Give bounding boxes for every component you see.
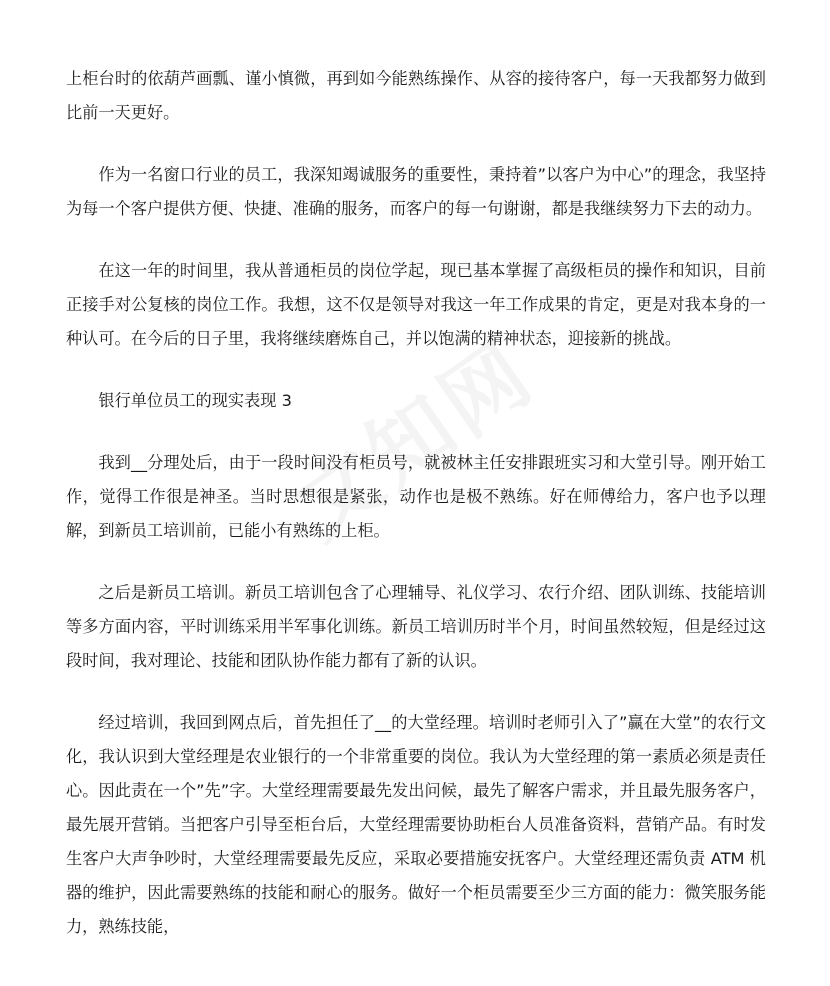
paragraph-service: 作为一名窗口行业的员工，我深知竭诚服务的重要性，秉持着”以客户为中心”的理念，我坚持为每一个客户提供方便、快捷、准确的服务，而客户的每一句谢谢，都是我继续努力下去的动力。 [66, 165, 766, 218]
document-body [66, 62, 766, 972]
paragraph-continued: 上柜台时的依葫芦画瓢、谨小慎微，再到如今能熟练操作、从容的接待客户，每一天我都努力做到比前一天更好。 [66, 69, 766, 122]
paragraph-arrival: 我到__分理处后，由于一段时间没有柜员号，就被林主任安排跟班实习和大堂引导。刚开始工作，觉得工作很是神圣。当时思想很是紧张，动作也是极不熟练。好在师傅给力，客户也予以理解，到新员工培训前，已能小有熟练的上柜。 [66, 453, 766, 540]
paragraph-training: 之后是新员工培训。新员工培训包含了心理辅导、礼仪学习、农行介绍、团队训练、技能培训等多方面内容，平时训练采用半军事化训练。新员工培训历时半个月，时间虽然较短，但是经过这段时间，我对理论、技能和团队协作能力都有了新的认识。 [66, 583, 766, 670]
paragraph-growth: 在这一年的时间里，我从普通柜员的岗位学起，现已基本掌握了高级柜员的操作和知识，目前正接手对公复核的岗位工作。我想，这不仅是领导对我这一年工作成果的肯定，更是对我本身的一种认可。在今后的日子里，我将继续磨炼自己，并以饱满的精神状态，迎接新的挑战。 [66, 261, 766, 348]
paragraph-lobby-manager: 经过培训，我回到网点后，首先担任了__的大堂经理。培训时老师引入了”赢在大堂”的农行文化，我认识到大堂经理是农业银行的一个非常重要的岗位。我认为大堂经理的第一素质必须是责任心。因此责在一个”先”字。大堂经理需要最先发出问候，最先了解客户需求，并且最先服务客户，最先展开营销。当把客户引导至柜台后，大堂经理需要协助柜台人员准备资料，营销产品。有时发生客户大声争吵时，大堂经理需要最先反应，采取必要措施安抚客户。大堂经理还需负责 ATM 机器的维护，因此需要熟练的技能和耐心的服务。做好一个柜员需要至少三方面的能力：微笑服务能力，熟练技能， [66, 713, 766, 936]
section-heading: 银行单位员工的现实表现 3 [98, 391, 292, 410]
